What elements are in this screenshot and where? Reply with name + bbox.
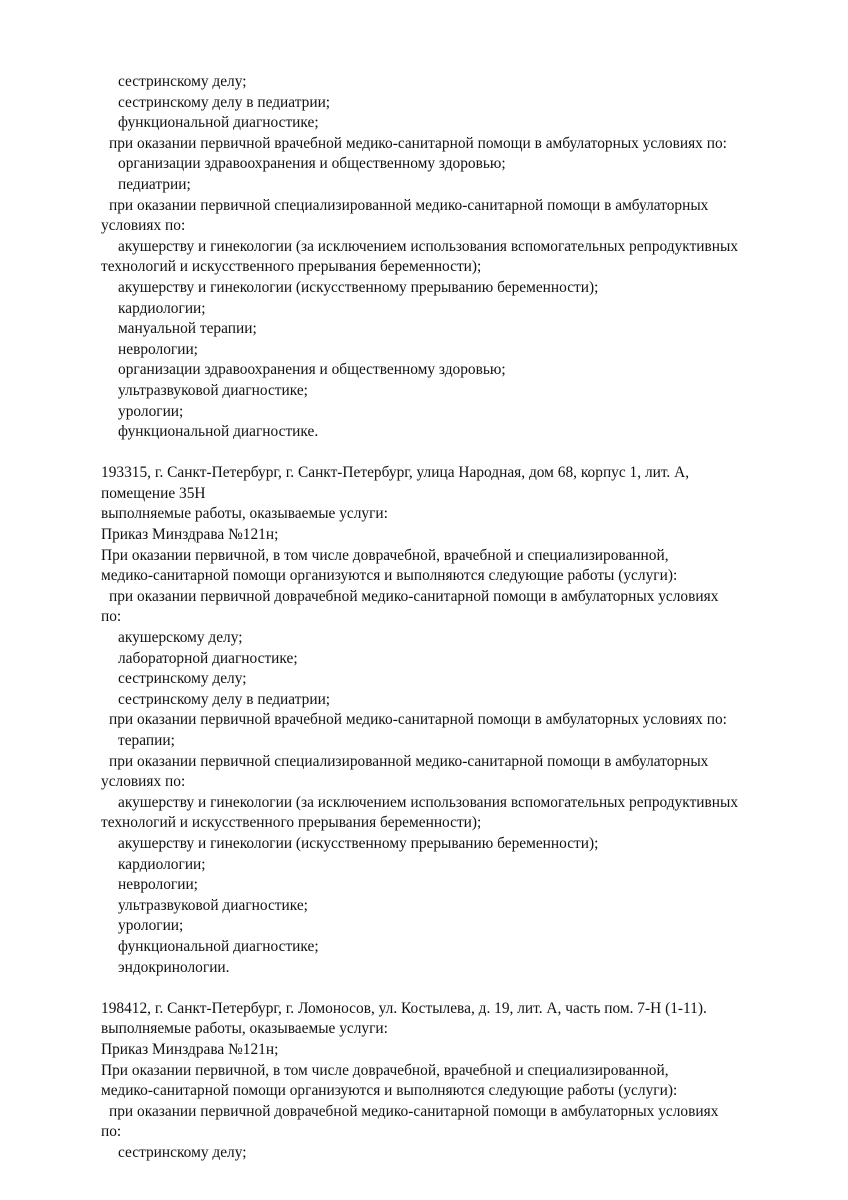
service-item-line: педиатрии; [118,175,191,193]
text-line: 198412, г. Санкт-Петербург, г. Ломоносов, ул. Костылева, д. 19, лит. А, часть пом. 7-Н (1-11). [101,999,707,1017]
service-item-line: акушерству и гинекологии (за исключением использования вспомогательных репродуктивных [118,793,739,811]
service-item-line: неврологии; [118,340,198,358]
text-line: 193315, г. Санкт-Петербург, г. Санкт-Петербург, улица Народная, дом 68, корпус 1, лит. А, [101,464,690,482]
paragraph-gap [101,978,821,999]
service-item-line: лабораторной диагностике; [118,649,298,667]
service-item-line: кардиологии; [118,299,206,317]
text-line: Приказ Минздрава №121н; [101,1040,279,1058]
service-item-line: эндокринологии. [118,958,230,976]
service-item-line: мануальной терапии; [118,320,257,338]
text-line: медико-санитарной помощи организуются и выполняются следующие работы (услуги): [101,567,678,585]
service-item-line: сестринскому делу в педиатрии; [118,690,331,708]
text-line: При оказании первичной, в том числе доврачебной, врачебной и специализированной, [101,1061,669,1079]
text-line: технологий и искусственного прерывания беременности); [101,258,482,276]
service-item-line: акушерскому делу; [118,629,243,647]
service-item-line: терапии; [118,732,175,749]
text-line: условиях по: [101,773,186,791]
document-page [101,72,821,1163]
text-line: Приказ Минздрава №121н; [101,526,279,544]
service-item-line: кардиологии; [118,855,206,873]
service-item-line: акушерству и гинекологии (искусственному прерыванию беременности); [118,834,599,852]
service-item-line: сестринскому делу в педиатрии; [118,93,331,111]
paragraph-gap [101,443,821,464]
service-item-line: неврологии; [118,876,198,894]
text-line: выполняемые работы, оказываемые услуги: [101,1020,388,1038]
address-section [101,72,821,443]
text-line: медико-санитарной помощи организуются и выполняются следующие работы (услуги): [101,1082,678,1100]
service-item-line: акушерству и гинекологии (искусственному прерыванию беременности); [118,278,599,296]
service-item-line: сестринскому делу; [118,670,247,688]
address-section [101,999,821,1164]
text-line: При оказании первичной, в том числе доврачебной, врачебной и специализированной, [101,546,669,564]
service-item-line: функциональной диагностике; [118,114,319,132]
text-line: выполняемые работы, оказываемые услуги: [101,505,388,523]
service-item-line: ультразвуковой диагностике; [118,381,308,399]
service-item-line: акушерству и гинекологии (за исключением использования вспомогательных репродуктивных [118,237,739,255]
service-item-line: урологии; [118,917,184,935]
service-item-line: сестринскому делу; [118,73,247,90]
service-item-line: ультразвуковой диагностике; [118,896,308,914]
address-section [101,463,821,978]
care-type-line: при оказании первичной доврачебной медико-санитарной помощи в амбулаторных условиях [109,1102,719,1120]
service-item-line: организации здравоохранения и общественному здоровью; [118,155,506,173]
service-item-line: функциональной диагностике. [118,423,319,441]
text-line: по: [101,608,122,626]
text-line: по: [101,1123,122,1141]
service-item-line: функциональной диагностике; [118,937,319,955]
service-item-line: сестринскому делу; [118,1143,247,1161]
text-line: помещение 35Н [101,484,206,502]
care-type-line: при оказании первичной врачебной медико-санитарной помощи в амбулаторных условиях по: [109,711,727,729]
care-type-line: при оказании первичной врачебной медико-санитарной помощи в амбулаторных условиях по: [109,134,727,152]
service-item-line: организации здравоохранения и общественному здоровью; [118,361,506,379]
care-type-line: при оказании первичной специализированной медико-санитарной помощи в амбулаторных [109,752,709,770]
service-item-line: урологии; [118,402,184,420]
care-type-line: при оказании первичной доврачебной медико-санитарной помощи в амбулаторных условиях [109,587,719,605]
text-line: технологий и искусственного прерывания беременности); [101,814,482,832]
text-line: условиях по: [101,217,186,235]
care-type-line: при оказании первичной специализированной медико-санитарной помощи в амбулаторных [109,196,709,214]
